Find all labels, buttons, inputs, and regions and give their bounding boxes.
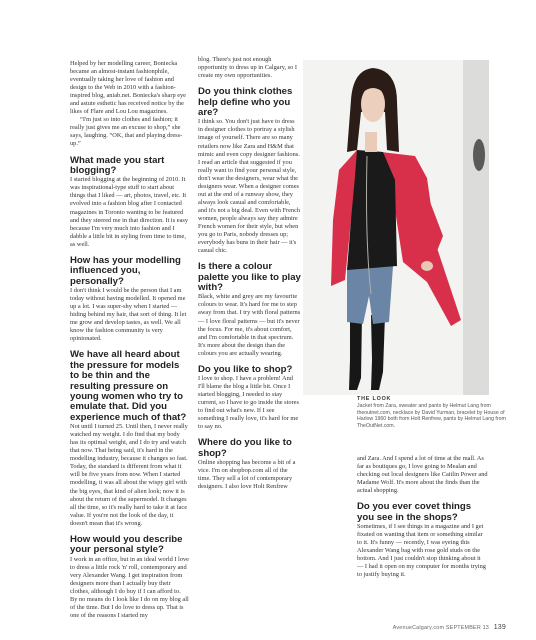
caption-heading: THE LOOK xyxy=(357,396,392,402)
issue-date: SEPTEMBER 13 xyxy=(445,625,490,631)
section-heading: What made you start blogging? xyxy=(70,154,165,176)
body-paragraph: blog. There's just not enough opportunity to dress up in Calgary, so I create my own opportunities. xyxy=(198,56,297,80)
body-paragraph: I work in an office, but in an ideal world I love to dress a little rock 'n' roll, contemporary and very Alexander Wang. I get inspiration from designers more than I actually buy their clothes, although I do buy if I can afford to. By no means do I look like I do on my blog all of the time. But I do love to dress up. That is one of the reasons I started my xyxy=(70,555,189,619)
section-heading: Is there a colour palette you like to play with? xyxy=(198,261,301,293)
body-paragraph: I love to shop. I have a problem! And I'll blame the blog a little bit. Once I started blogging, I needed to stay current, so I have to go inside the stores to find out what's new. If I see something I really love, it's hard for me to say no. xyxy=(198,375,299,431)
section-heading: Do you ever covet things you see in the shops? xyxy=(357,501,472,523)
body-paragraph: I think so. You don't just have to dress in designer clothes to portray a stylish image of yourself. There are so many retailers now like Zara and H&M that mimic and even copy designer fashions. I read an article that suggested if you really want to find your personal style, don't wear the designers, wear what the designers wear. When a designer comes out at the end of a runway show, they always look casual and comfortable, and it's not a big deal. Even with French women, people always say they admire French women for their style, but when you go to Paris, nobody dresses up; everybody has buns in their hair — it's casual chic. xyxy=(198,118,301,255)
photo-caption xyxy=(357,396,507,429)
body-paragraph: I started blogging at the beginning of 2010. It was inspirational-type stuff to start about things that I liked — art, photos, travel, etc. It evolved into a fashion blog after I contacted magazines in Toronto wanting to be featured and they steered me in that direction. It is easy because I'm very much into fashion and I dabble a little bit in styling from time to time, as well. xyxy=(70,176,189,248)
body-paragraph: Helped by her modelling career, Boniecka became an almost-instant fashionphile, eventually taking her love of fashion and design to the Web in 2010 with a fashion-inspired blog, aniab.net. Boniecka's sharp eye and astute esthetic has received notice by the likes of Flare and Lou Lou magazines. xyxy=(70,60,187,116)
page-footer xyxy=(393,624,506,631)
model-photo-illustration xyxy=(303,60,489,395)
wall-lamp-icon xyxy=(473,139,485,171)
section-heading: How would you describe your personal style? xyxy=(70,533,183,556)
body-paragraph: “I'm just so into clothes and fashion; it really just gives me an excuse to shop,” she says, laughing. “OK, that and playing dress-up.” xyxy=(70,116,183,148)
article-column-2 xyxy=(198,56,301,491)
caption-body: Jacket from Zara, sweater and pants by Helmut Lang from theoutnet.com, necklace by David Yurman, bracelet by House of Harlow 1960 both from Holt Renfrew, pants by Helmut Lang from TheOutNet.com. xyxy=(357,403,506,429)
body-paragraph: Sometimes, if I see things in a magazine and I get fixated on wanting that item or something similar to it. It's funny — recently, I was eyeing this Alexander Wang bag with rose gold studs on the bottom. And I just couldn't stop thinking about it — I had it open on my computer for months trying to justify buying it. xyxy=(357,523,486,579)
article-column-1 xyxy=(70,60,189,620)
section-heading: Where do you like to shop? xyxy=(198,437,292,459)
section-heading: Do you like to shop? xyxy=(198,363,293,375)
article-column-3 xyxy=(357,455,488,579)
body-paragraph: Online shopping has become a bit of a vice. I'm on shopbop.com all of the time. They sell a lot of contemporary designers. I also love Holt Renfrew xyxy=(198,459,296,491)
body-paragraph: Not until I turned 25. Until then, I never really watched my weight. I do find that my body has its optimal weight, and I do try and watch that now. That being said, it's hard in the modelling industry, because it changes so fast. Today, the standard is different from what it will be five years from now. When I started modelling, it was all about the wispy girl with the big eyes, that kind of alien look; now it is about the return of the supermodel. It changes all the time, so it's really hard to take it at face value. If you're not the look of the day, it doesn't mean that it's wrong. xyxy=(70,423,188,527)
page-number: 139 xyxy=(493,624,506,631)
model-photo xyxy=(303,60,489,395)
section-heading: Do you think clothes help define who you are? xyxy=(198,86,293,118)
body-paragraph: I don't think I would be the person that I am today without having modelled. It opened me up a lot. I was super-shy when I started — hiding behind my hair, that sort of thing. It let me grow and develop tastes, as well. We all know the fashion community is very opinionated. xyxy=(70,286,187,343)
section-heading: We have all heard about the pressure for models to be thin and the resulting pressure on young women who try to emulate that. Did you experience much of that? xyxy=(70,349,187,423)
body-paragraph: Black, white and grey are my favourite colours to wear. It's hard for me to step away from that. I try with floral patterns — I love floral patterns — but it's never the focus. For me, it's about comfort, and I'm comfortable in that spectrum. It's more about the design than the colours you are actually wearing. xyxy=(198,293,301,357)
publication-url[interactable]: AvenueCalgary.com xyxy=(392,625,445,631)
section-heading: How has your modelling influenced you, personally? xyxy=(70,254,181,287)
body-paragraph: and Zara. And I spend a lot of time at the mall. As far as boutiques go, I love going to Mealan and checking out local designers like Caitlin Power and Madame Wolf. It's more about the finds than the actual shopping. xyxy=(357,455,488,495)
